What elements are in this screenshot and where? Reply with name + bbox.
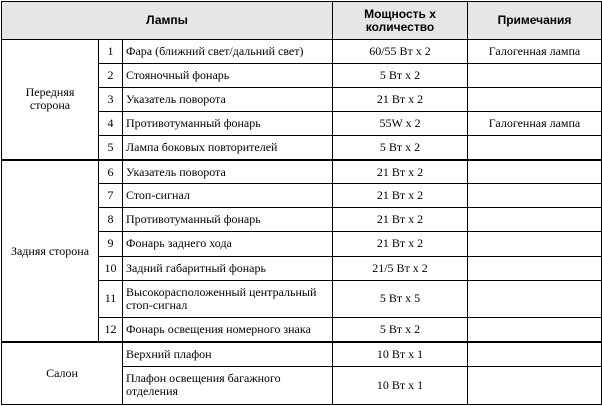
lamp-power: 5 Вт х 2: [333, 136, 468, 160]
table-row: [2, 342, 602, 366]
row-number: 8: [99, 208, 123, 232]
lamp-power: 21 Вт х 2: [333, 184, 468, 208]
lamp-name: Задний габаритный фонарь: [123, 256, 333, 280]
row-number: 2: [99, 64, 123, 88]
lamp-note: [468, 256, 602, 280]
lamp-name: Лампа боковых повторителей: [123, 136, 333, 160]
header-row: [2, 2, 602, 40]
lamp-note: [468, 317, 602, 342]
lamp-name: Фонарь освещения номерного знака: [123, 317, 333, 342]
lamp-power: 21 Вт х 2: [333, 232, 468, 256]
table-row: [2, 40, 602, 64]
row-number: 1: [99, 40, 123, 64]
group-rear: Задняя сторона: [2, 160, 99, 342]
lamp-power: 21 Вт х 2: [333, 160, 468, 184]
row-number: 9: [99, 232, 123, 256]
lamp-name: Плафон освещения багажного отделения: [123, 366, 333, 404]
row-number: 10: [99, 256, 123, 280]
lamp-name: Фара (ближний свет/дальний свет): [123, 40, 333, 64]
lamp-power: 60/55 Вт х 2: [333, 40, 468, 64]
row-number: 7: [99, 184, 123, 208]
table-row: [2, 160, 602, 184]
lamp-name: Верхний плафон: [123, 342, 333, 366]
lamp-note: [468, 184, 602, 208]
row-number: 11: [99, 280, 123, 317]
lamp-power: 5 Вт х 2: [333, 64, 468, 88]
row-number: 4: [99, 112, 123, 136]
lamp-note: [468, 64, 602, 88]
lamp-power: 55W х 2: [333, 112, 468, 136]
lamp-note: [468, 208, 602, 232]
lamp-name: Высокорасположенный центральный стоп-сигнал: [123, 280, 333, 317]
lamps-table: [1, 1, 602, 405]
lamp-name: Противотуманный фонарь: [123, 208, 333, 232]
lamp-note: Галогенная лампа: [468, 40, 602, 64]
lamp-power: 10 Вт х 1: [333, 342, 468, 366]
lamp-power: 21 Вт х 2: [333, 208, 468, 232]
row-number: 5: [99, 136, 123, 160]
lamp-name: Фонарь заднего хода: [123, 232, 333, 256]
lamp-note: [468, 232, 602, 256]
lamp-note: [468, 280, 602, 317]
lamp-power: 21 Вт х 2: [333, 88, 468, 112]
lamp-name: Стоп-сигнал: [123, 184, 333, 208]
lamp-note: [468, 160, 602, 184]
lamp-name: Стояночный фонарь: [123, 64, 333, 88]
row-number: 6: [99, 160, 123, 184]
lamp-power: 5 Вт х 5: [333, 280, 468, 317]
lamp-power: 21/5 Вт х 2: [333, 256, 468, 280]
lamp-power: 10 Вт х 1: [333, 366, 468, 404]
lamp-note: [468, 88, 602, 112]
row-number: 12: [99, 317, 123, 342]
lamp-name: Указатель поворота: [123, 88, 333, 112]
header-notes: Примечания: [468, 2, 602, 40]
lamp-name: Указатель поворота: [123, 160, 333, 184]
lamp-note: [468, 136, 602, 160]
row-number: 3: [99, 88, 123, 112]
lamp-name: Противотуманный фонарь: [123, 112, 333, 136]
header-power: Мощность х количество: [333, 2, 468, 40]
lamp-note: Галогенная лампа: [468, 112, 602, 136]
group-front: Передняя сторона: [2, 40, 99, 160]
lamp-note: [468, 342, 602, 366]
lamp-note: [468, 366, 602, 404]
lamp-power: 5 Вт х 2: [333, 317, 468, 342]
header-lamps: Лампы: [2, 2, 333, 40]
group-cabin: Салон: [2, 342, 123, 404]
